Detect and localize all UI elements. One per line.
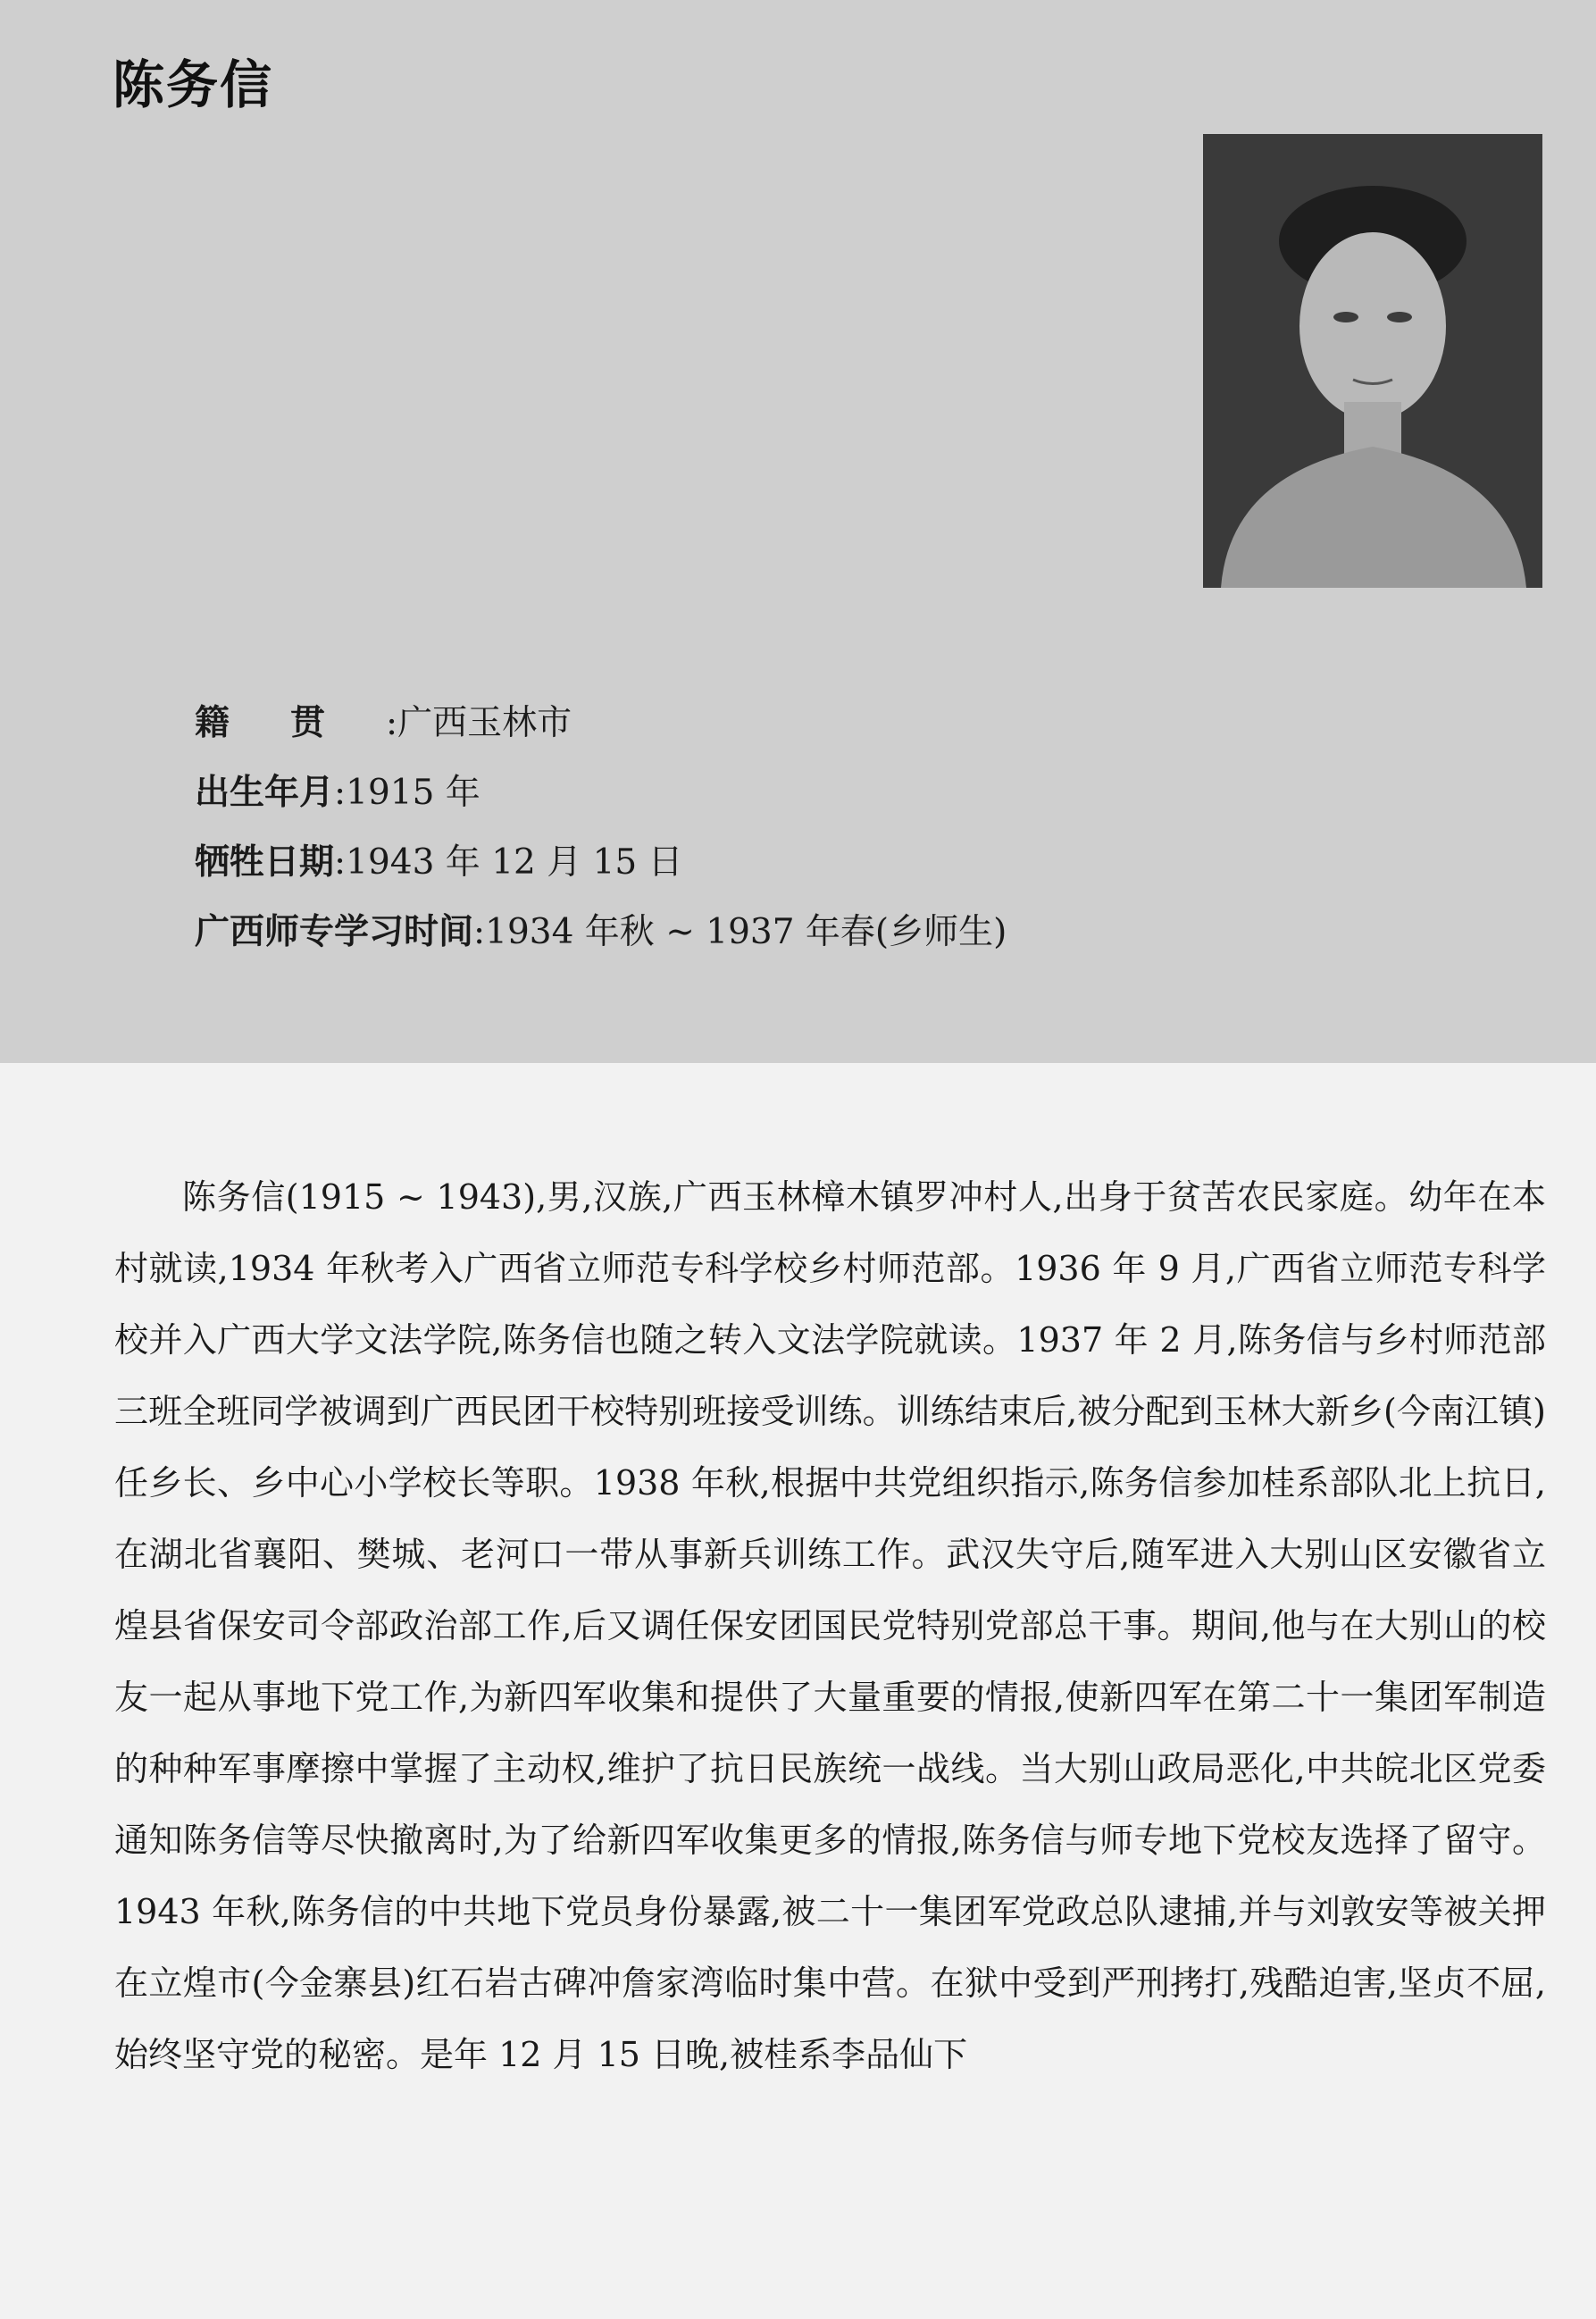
info-row-origin	[195, 688, 1356, 758]
death-value: :1943 年 12 月 15 日	[334, 842, 683, 883]
death-label: 牺牲日期	[195, 841, 335, 883]
study-value: :1934 年秋 ~ 1937 年春(乡师生)	[473, 912, 1007, 952]
birth-label: 出生年月	[195, 772, 335, 813]
page-title: 陈务信	[113, 54, 274, 115]
portrait-photo	[1203, 134, 1542, 588]
study-label: 广西师专学习时间	[195, 911, 474, 952]
portrait-icon	[1203, 134, 1542, 588]
info-row-death	[195, 827, 1356, 897]
origin-label: 籍贯	[195, 702, 387, 743]
info-row-birth	[195, 758, 1356, 827]
biography-text: 陈务信(1915 ~ 1943),男,汉族,广西玉林樟木镇罗冲村人,出身于贫苦农民家庭。幼年在本村就读,1934 年秋考入广西省立师范专科学校乡村师范部。1936 年 9 月,广西省立师范专科学校并入广西大学文法学院,陈务信也随之转入文法学院就读。1937 年 2 月,陈务信与乡村师范部三班全班同学被调到广西民团干校特别班接受训练。训练结束后,被分配到玉林大新乡(今南江镇)任乡长、乡中心小学校长等职。1938 年秋,根据中共党组织指示,陈务信参加桂系部队北上抗日,在湖北省襄阳、樊城、老河口一带从事新兵训练工作。武汉失守后,随军进入大别山区安徽省立煌县省保安司令部政治部工作,后又调任保安团国民党特别党部总干事。期间,他与在大别山的校友一起从事地下党工作,为新四军收集和提供了大量重要的情报,使新四军在第二十一集团军制造的种种军事摩擦中掌握了主动权,维护了抗日民族统一战线。当大别山政局恶化,中共皖北区党委通知陈务信等尽快撤离时,为了给新四军收集更多的情报,陈务信与师专地下党校友选择了留守。1943 年秋,陈务信的中共地下党员身份暴露,被二十一集团军党政总队逮捕,并与刘敦安等被关押在立煌市(今金寨县)红石岩古碑冲詹家湾临时集中营。在狱中受到严刑拷打,残酷迫害,坚贞不屈,始终坚守党的秘密。是年 12 月 15 日晚,被桂系李品仙下	[114, 1177, 1546, 2074]
info-block	[195, 688, 1356, 967]
info-row-study	[195, 897, 1356, 967]
birth-value: :1915 年	[334, 773, 480, 813]
origin-value: :广西玉林市	[386, 703, 572, 743]
